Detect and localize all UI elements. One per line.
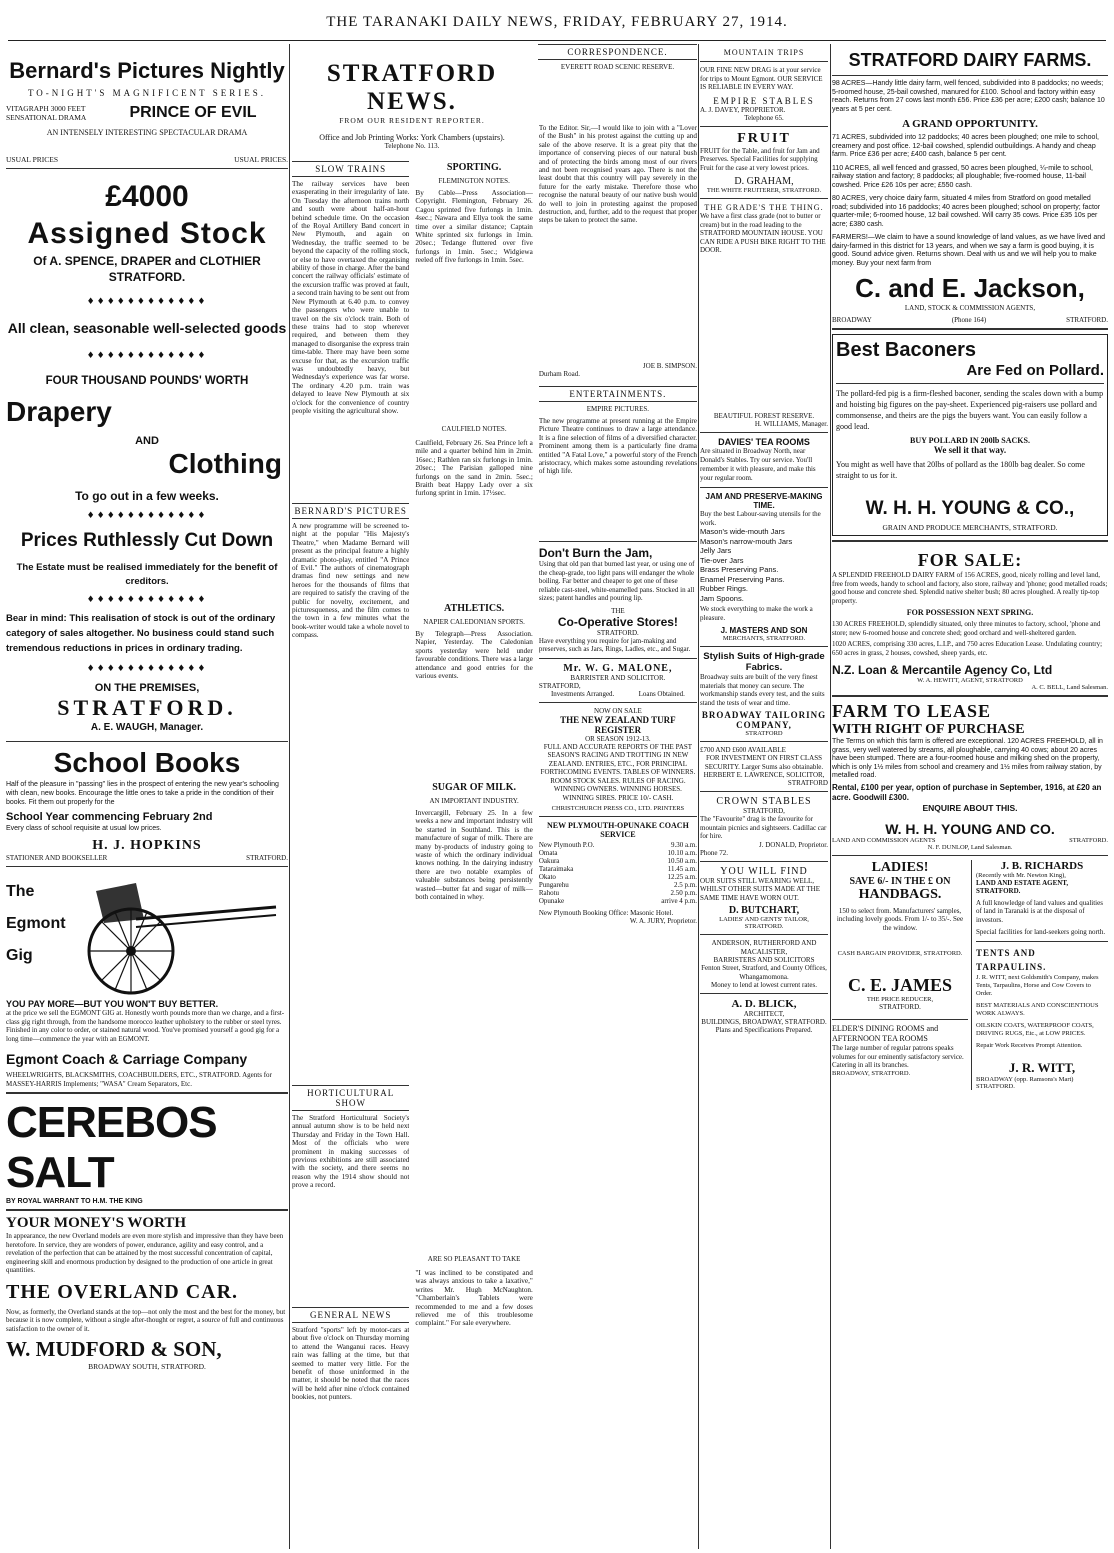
investment-text: FOR INVESTMENT ON FIRST CLASS SECURITY. Larger Sums also obtainable. [704, 754, 824, 771]
lease-town: STRATFORD. [1069, 836, 1108, 844]
coach-stop: Rahotu [538, 889, 560, 897]
preserve-head: JAM AND PRESERVE-MAKING TIME. [705, 492, 823, 510]
find-head: YOU WILL FIND [720, 865, 808, 877]
blick-address: BUILDINGS, BROADWAY, STRATFORD. [701, 1018, 827, 1026]
overland-text: In appearance, the new Overland models are even more stylish and impressive than they have been heretofore. In service, they are wonders of power, endurance, agility and easy control, and a revelation of the perfection that can be attained by the most successful concentration of capital, engineering skill and enormous production by designed to the production of one article in great quantities. [6, 1232, 284, 1274]
coach-stop: Pungarehu [538, 881, 569, 889]
coach-time: 11.45 a.m. [667, 865, 697, 873]
baconers-buy: BUY POLLARD IN 200lb SACKS. [910, 436, 1030, 445]
bernards-desc: AN INTENSELY INTERESTING SPECTACULAR DRAMA [46, 128, 248, 137]
pleasant-head: ARE SO PLEASANT TO TAKE [427, 1255, 521, 1263]
overland-car: THE OVERLAND CAR. [6, 1280, 239, 1303]
news-office: Office and Job Printing Works: York Chambers (upstairs). [319, 133, 505, 142]
hopkins-name: H. J. HOPKINS [92, 838, 202, 853]
investment-town: STRATFORD [787, 779, 828, 787]
table-row [539, 865, 697, 873]
gig-illustration [76, 871, 281, 999]
ladies-head: LADIES! [871, 859, 929, 875]
table-row [539, 857, 697, 865]
school-every: Every class of school requisite at usual low prices. [6, 825, 162, 832]
turf-season: OR SEASON 1912-13. [585, 734, 651, 743]
dairy-farm2: 71 ACRES, subdivided into 12 paddocks; 40 acres been ploughed; one mile to school, creamery and post office. 12-bail cowshed, splendid outbuildings. A handy and cheap farm. Price £36 per acre; £400 cash, balance 5 per cent. [832, 134, 1099, 158]
jam-text: Using that old pan that burned last year, or using one of the cheap-grade, too light pans will endanger the whole boiling. Far better and cheaper to get one of these reliable cast-steel, white-enamelled pans. Stocked in all sizes; patent handles and pouring lip. [538, 560, 695, 602]
coach-agent: W. A. JURY, Proprietor. [629, 917, 697, 925]
coach-time: 10.50 a.m. [667, 857, 697, 865]
sugar-head: SUGAR OF MILK. [432, 782, 517, 793]
bernards-advert [6, 44, 288, 164]
on-premises: ON THE PREMISES, [94, 682, 200, 694]
james-town: STRATFORD. [879, 1003, 921, 1011]
list-item: Jelly Jars [700, 546, 732, 555]
investment-amount: £700 AND £600 AVAILABLE [700, 746, 786, 754]
jackson-phone: (Phone 164) [951, 316, 987, 324]
baconers-might: You might as well have that 20lbs of pollard as the 180lb bag dealer. So come straight to us for it. [836, 460, 1085, 480]
flemington-head: FLEMINGTON NOTES. [438, 177, 510, 185]
list-item: Jam Spoons. [700, 593, 744, 603]
anderson-trade: BARRISTERS AND SOLICITORS [713, 956, 815, 964]
lease-text: The Terms on which this farm is offered are exceptional. 120 ACRES FREEHOLD, all in grass, very well watered by streams, all ploughable, carrying 40 cows; about 20 acres have been stumped. There are a four-roomed house and milking shed on the property, which is only 1½ miles from school and creamery and 1½ miles from railway station, by metalled road. [832, 738, 1103, 779]
column-1 [6, 44, 288, 1549]
go-out: To go out in a few weeks. [75, 489, 219, 503]
coach-stop: Okato [538, 873, 556, 881]
crown-town: STRATFORD, [743, 807, 785, 815]
co-op-stores: Co-Operative Stores! [557, 614, 678, 629]
coach-time: 12.25 a.m. [667, 873, 697, 881]
masters-trade: MERCHANTS, STRATFORD. [722, 635, 806, 642]
blick-trade: ARCHITECT, [743, 1010, 785, 1018]
horticultural-head: HORTICULTURAL SHOW [292, 1085, 409, 1111]
crown-head: CROWN STABLES [716, 796, 812, 807]
overland-text2: Now, as formerly, the Overland stands at the top—not only the most and the best for the money, but because it is now complete, without a single after-thought or regret, a source of full and continuous satisfaction to the owner of it. [6, 1307, 286, 1333]
column-2 [292, 44, 697, 1549]
cerebos-brand: CEREBOS SALT [6, 1098, 217, 1197]
richards-text: A full knowledge of land values and qualities of land in Taranaki is at the disposal of investors. [976, 898, 1103, 924]
entertainments-head: ENTERTAINMENTS. [539, 386, 697, 402]
spence-town: STRATFORD. [108, 270, 186, 284]
general-head: GENERAL NEWS [292, 1307, 409, 1323]
coach-time: 2.50 p.m. [670, 889, 697, 897]
spence-advert: £4000 Assigned Stock Of A. SPENCE, DRAPER and CLOTHIER STRATFORD. ♦♦♦♦♦♦♦♦♦♦♦♦ All clean, seasonable well-selected goods ♦♦♦♦♦♦♦♦♦♦♦♦ FOUR THOUSAND POUNDS' WORTH Drapery AND Clothing To go out in a few weeks. ♦♦♦♦♦♦♦♦♦♦♦♦ Prices Ruthlessly Cut Down The Estate must be realised immediately for the benefit of creditors. ♦♦♦♦♦♦♦♦♦♦♦♦ Bear in mind: This realisation of stock is out of the ordinary category of sales altogether. No business could stand such tremendous reductions in prices in ordinary trading. ♦♦♦♦♦♦♦♦♦♦♦♦ ON THE PREMISES, STRATFORD. A. E. WAUGH, Manager. [6, 180, 287, 733]
malone-title: BARRISTER AND SOLICITOR. [570, 673, 666, 682]
spence-amount: £4000 [105, 180, 189, 213]
table-row [539, 881, 697, 889]
mudford-name: W. MUDFORD & SON, [6, 1337, 222, 1361]
lease-trade: LAND AND COMMISSION AGENTS [832, 836, 936, 844]
napier-text: By Telegraph—Press Association. Napier, Yesterday. The Caledonian sports yesterday were held under favourable conditions. There was a large attendance and good entries for the various events. [415, 630, 533, 681]
jackson-town: STRATFORD. [1066, 316, 1108, 324]
witt-text: J. R. WITT, next Goldsmith's Company, makes Tents, Tarpaulins, Horse and Cow Covers to Order. [976, 973, 1099, 997]
feature-title: PRINCE OF EVIL [129, 104, 257, 121]
baconers-text: The pollard-fed pig is a firm-fleshed baconer, sending the scales down with a bump and hoisting big figures on the pay-sheet. Experienced pig-raisers use pollard and commonsense, and theirs are the pigs the buyers want. You can easily follow a good lead. [836, 389, 1104, 431]
crown-name: J. DONALD, Proprietor. [758, 840, 828, 849]
turf-printers: CHRISTCHURCH PRESS CO., LTD. PRINTERS [551, 805, 685, 812]
co-op-town: STRATFORD. [596, 628, 639, 637]
sporting-head: SPORTING. [446, 162, 502, 173]
egmont-gig: Gig [6, 947, 33, 964]
forsale-possession: FOR POSSESSION NEXT SPRING. [906, 608, 1034, 617]
prices-right: USUAL PRICES. [234, 155, 288, 164]
fruit-text: FRUIT for the Table, and fruit for Jam and Preserves. Special Facilities for supplying Fruit for the case at very lowest prices. [700, 146, 820, 172]
caulfield-head: CAULFIELD NOTES. [441, 425, 507, 433]
graham-trade: THE WHITE FRUITERER, STRATFORD. [706, 187, 822, 194]
bear-in-mind: Bear in mind: This realisation of stock is out of the ordinary category of sales altogether. No business could stand such tremendous reductions in prices in ordinary trading. [6, 613, 276, 654]
overland-worth: YOUR MONEY'S WORTH [6, 1215, 187, 1231]
loan-company: N.Z. Loan & Mercantile Agency Co, Ltd [832, 663, 1053, 677]
coach-stop: New Plymouth P.O. [538, 841, 595, 849]
grades-manager: H. WILLIAMS, Manager. [754, 420, 828, 428]
masthead: THE TARANAKI DAILY NEWS, FRIDAY, FEBRUARY 27, 1914. [326, 14, 788, 30]
column-3 [700, 44, 828, 1549]
malone-name: Mr. W. G. MALONE, [563, 662, 673, 674]
loan-agent: W. A. HEWITT, AGENT, STRATFORD [917, 677, 1023, 684]
correspondence-signed: JOE B. SIMPSON. [642, 362, 697, 370]
news-telephone: Telephone No. 113. [384, 142, 440, 150]
james-name: C. E. JAMES [847, 975, 952, 995]
coach-booking: New Plymouth Booking Office: Masonic Hotel. [538, 909, 674, 917]
spence-manager: A. E. WAUGH, Manager. [90, 722, 204, 733]
coach-time: 10.10 a.m. [667, 849, 697, 857]
handbags-text: 150 to select from. Manufacturers' samples, including lovely goods. From 1/- to 35/-. See the window. [836, 906, 964, 932]
coach-stop: Omata [538, 849, 558, 857]
correspondence-text: To the Editor. Sir,—I would like to join with a "Lover of the Bush" in his protest against the cutting up and sale of the above reserve. It is a great pity that the importance of conserving pieces of our natural bush and of protecting the birds among most of our rivers and not been recognised years ago. There is not the least doubt that this country will pay severely in the future for the early mistake. Therefore those who recognise the natural beauty of our native bush would do well to join in protesting against the proposed destruction, and, further, add to the request that proper steps be taken to protect the same. [538, 124, 697, 225]
dairy-farm1: 98 ACRES—Handy little dairy farm, well fenced, subdivided into 8 paddocks; no weeds; 5-roomed house, 25-bail cowshed, manured for £100. School and factory within easy reach. Returns from 27 cows last month £56. Price £36 per acre; £200 cash; balance 10 years at 5 per cent. [832, 80, 1105, 113]
prices-left: USUAL PRICES [6, 155, 59, 164]
list-item: Mason's narrow-mouth Jars [700, 536, 793, 546]
masters-name: J. MASTERS AND SON [720, 626, 808, 635]
egmont-word: Egmont [6, 915, 66, 932]
turf-text: FULL AND ACCURATE REPORTS OF THE PAST SEASON'S RACING AND TROTTING IN NEW ZEALAND. ENTRIES, ETC., FOR PRINCIPAL FORTHCOMING EVENTS. TABLES OF WINNERS. ROOM STOCK SALES. RULES OF RACING. WINNING OWNERS. WINNING HORSES. WINNING SIRES. PRICE 10/- CASH. [540, 742, 696, 802]
correspondence-head: CORRESPONDENCE. [538, 44, 697, 60]
mountain-head: MOUNTAIN TRIPS [723, 48, 805, 57]
napier-head: NAPIER CALEDONIAN SPORTS. [423, 618, 525, 626]
james-trade: THE PRICE REDUCER, [866, 996, 934, 1003]
turf-title: THE NEW ZEALAND TURF REGISTER [560, 714, 676, 735]
table-row [539, 849, 697, 857]
tailoring-text: Broadway suits are built of the very finest materials that money can secure. The workmanship stands every test, and the suits stand the tests of wear and time. [700, 673, 825, 707]
forsale-text3: 1020 ACRES, comprising 330 acres, L.I.P., and 750 acres Education Lease. Undulating country; 650 acres in grass, 2 houses, cowshed, sheep yards, etc. [832, 640, 1103, 657]
egmont-text: at the price we sell the EGMONT GIG at. Honestly worth pounds more than we charge, and a first-class gig right through, from the handsome morocco leather upholstery to the rubber or steel tyres. Finished in any color to order, or stained natural wood. You've promised yourself a good gig for a long time—commence the year with an EGMONT. [6, 1009, 285, 1043]
preserve-text: Buy the best Labour-saving utensils for the work. [700, 510, 821, 527]
graham-name: D. GRAHAM, [734, 176, 794, 187]
forsale-text2: 130 ACRES FREEHOLD, splendidly situated, only three minutes to factory, school, 'phone and store; new 6-roomed house and concrete shed; good orchard and well-sheltered garden. [832, 620, 1101, 637]
jackson-broadway: BROADWAY [832, 316, 872, 324]
four-thousand: FOUR THOUSAND POUNDS' WORTH [45, 375, 249, 387]
witt-head: TENTS AND TARPAULINS. [976, 947, 1047, 972]
elder-address: BROADWAY, STRATFORD. [832, 1069, 911, 1077]
coach-stop: Tataraimaka [538, 865, 574, 873]
egmont-pay: YOU PAY MORE—BUT YOU WON'T BUY BETTER. [6, 999, 219, 1009]
crown-phone: Phone 72. [700, 848, 728, 857]
witt-repair: Repair Work Receives Prompt Attention. [976, 1041, 1083, 1049]
handbags-head: HANDBAGS. [858, 886, 942, 902]
witt-best: BEST MATERIALS AND CONSCIENTIOUS WORK ALWAYS. [976, 1001, 1099, 1017]
mountain-drag: OUR FINE NEW DRAG is at your service for trips to Mount Egmont. OUR SERVICE IS RELIABLE IN EVERY WAY. [700, 66, 823, 91]
preserve-stock: We stock everything to make the work a pleasure. [700, 605, 813, 622]
correspondence-address: Durham Road. [538, 370, 581, 378]
dairy-opportunity: A GRAND OPPORTUNITY. [902, 118, 1038, 130]
vitagraph-text: VITAGRAPH 3000 FEET SENSATIONAL DRAMA [6, 104, 87, 122]
crown-text: The "Favourite" drag is the favourite for mountain picnics and sightseers. Cadillac car for hire. [700, 815, 827, 840]
malone-loans: Loans Obtained. [638, 689, 685, 698]
grades-text: We have a first class grade (not to butter or cream) but in the road leading to the STRATFORD MOUNTAIN HOUSE. YOU CAN RIDE A PUSH BIKE RIGHT TO THE DOOR. [700, 212, 826, 254]
clean-goods: All clean, seasonable well-selected goods [7, 320, 287, 336]
list-item: Rubber Rings. [700, 584, 748, 593]
table-row [539, 873, 697, 881]
lease-dunlop: N. F. DUNLOP, Land Salesman. [927, 843, 1013, 851]
spence-of: Of A. SPENCE, DRAPER and CLOTHIER [33, 254, 261, 268]
list-item: Mason's wide-mouth Jars [700, 527, 785, 536]
premises-town: STRATFORD. [57, 695, 237, 720]
horticultural-text: The Stratford Horticultural Society's annual autumn show is to be held next Thursday and Friday in the Town Hall. Most of the officials who were prominent in making successes of previous exhibitions are still associated with the society, and there seems no reason why the 1914 show should not prove a record. [292, 1114, 410, 1190]
coach-stop: Opunake [538, 897, 565, 905]
general-text: Stratford "sports" left by motor-cars at about five o'clock on Thursday morning to attend the Wanganui races. Heavy rain was falling at the time, but that seemed to matter very little. For the benefit of those uninformed in the matter, it should be noted that the races will be held after nine o'clock contained bookies, not punters. [292, 1326, 410, 1402]
column-4 [832, 44, 1108, 1549]
school-advert [6, 746, 288, 862]
list-item: Brass Preserving Pans. [700, 565, 779, 574]
table-row [539, 889, 697, 897]
lease-rental: Rental, £100 per year, option of purchase in September, 1916, at £20 an acre. Goodwill £300. [832, 782, 1102, 802]
clothing: Clothing [168, 448, 282, 479]
empire-stables: EMPIRE STABLES [713, 95, 815, 106]
school-text: Half of the pleasure in "passing" lies in the prospect of entering the new year's schooling with clean, new books. Encourage the little ones to take a pride in the condition of their books. Fit them out properly for the [6, 781, 279, 806]
dairy-farm4: 80 ACRES, very choice dairy farm, situated 4 miles from Stratford on good metalled road; subdivided into 16 paddocks; 40 acres been ploughed; school on property; factor quarter-mile; 6-roomed house, 12 bail cowshed. Will carry 35 cows. Price £35 10s per acre; £380 cash. [832, 195, 1101, 228]
witt-name: J. R. WITT, [1008, 1059, 1076, 1075]
slow-trains-text: The railway services have been exasperating in their irregularity of late. On Tuesday the afternoon trains north and south were about half-an-hour behind schedule time. On the occasion of the Royal Artillery Band concert in New Plymouth, and again on Wednesday, the traffic seemed to be beyond the capacity of the rolling stock, or else to have overtaxed the organising ability of those in charge. After the band concert the railway officials' estimate of the excursion traffic was proved at fault, a second train having to be sent out from New Plymouth at 6.40 p.m. to convey the passengers who were unable to travel on the six o'clock train. Both of these trains had to stop wherever required, and between them they managed to disorganise the express train time-table. There may have been some excuse for that, as the excursion traffic was undoubtedly heavy, but Wednesday's experience was far worse. The ordinary 4.20 p.m. train was delayed to leave New Plymouth at six o'clock for the convenience of country people visiting the agricultural show. [292, 180, 410, 415]
dairy-head: STRATFORD DAIRY FARMS. [848, 50, 1092, 70]
jackson-name: C. and E. Jackson, [855, 273, 1085, 303]
blick-plans: Plans and Specifications Prepared. [715, 1026, 813, 1034]
baconers-sell: We sell it that way. [933, 445, 1007, 455]
find-text: OUR SUITS STILL WEARING WELL, WHILST OTHER SUITS MADE AT THE SAME TIME HAVE WORN OUT. [700, 876, 820, 902]
handbags-save: SAVE 6/- IN THE £ ON [849, 875, 951, 887]
anderson-money: Money to lend at lowest current rates. [711, 981, 817, 989]
mountain-tel: Telephone 65. [744, 113, 784, 122]
news-title: STRATFORD NEWS. [326, 60, 498, 115]
overland-advert [6, 1215, 288, 1371]
witt-address: BROADWAY (opp. Ramsons's Mart) STRATFORD. [976, 1075, 1074, 1090]
egmont-trades: WHEELWRIGHTS, BLACKSMITHS, COACHBUILDERS, ETC., STRATFORD. Agents for MASSEY-HARRIS Implements; "WASA" Cream Separators, Etc. [6, 1071, 272, 1088]
empire-head: EMPIRE PICTURES. [586, 405, 650, 413]
sugar-text: Invercargill, February 25. In a few weeks a new and important industry will be started in Southland. This is the manufacture of sugar of milk. There are many by-products of industry going to waste of which the ordinary individual knows nothing. In the dairying industry there are two notable examples of valuable substances being persistently wasted—butter fat and sugar of milk—both contained in whey. [415, 809, 533, 902]
hopkins-town: STRATFORD. [246, 854, 288, 862]
lease-name: W. H. H. YOUNG AND CO. [885, 820, 1055, 837]
bernards-news-head: BERNARD'S PICTURES [292, 503, 409, 519]
pleasant-text: "I was inclined to be constipated and was always anxious to take a laxative," writes Mr. Hugh McNaughton. "Chamberlain's Tablets were recommended to me and a few doses relieved me of this troublesome complaint." For sale everywhere. [415, 1269, 533, 1328]
assigned-stock: Assigned Stock [27, 217, 267, 250]
forsale-head: FOR SALE: [917, 550, 1023, 570]
richards-facilities: Special facilities for land-seekers going north. [976, 928, 1106, 936]
caulfield-text: Caulfield, February 26. Sea Prince left a mile and a quarter behind him in 2min. 16sec.; Rathlen ran six furlongs in 1min. 20sec.; The Parisian galloped nine furlongs on the sand in 2min. 5sec.; Braith beat Happy Lady over a six furlong sprint in 1min. 17½sec. [415, 439, 533, 498]
anderson-name: ANDERSON, RUTHERFORD AND MACALISTER, [711, 939, 817, 956]
coach-time: 2.5 p.m. [674, 881, 697, 889]
jam-the: THE [611, 606, 625, 615]
flemington-text: By Cable—Press Association—Copyright. Flemington, February 26. Cagou sprinted five furlongs in 1min. 4sec.; Nawara and Ellya took the same time over a similar distance; Captain White sprinted six furlongs in 1min. 20sec.; Tedange fluttered over five furlongs in 1min. 5sec.; Widgiewa reeled off five furlongs in 1min. 5sec. [415, 189, 533, 265]
coach-time: arrive 4 p.m. [661, 897, 697, 905]
drapery: Drapery [6, 396, 112, 427]
coach-head: NEW PLYMOUTH-OPUNAKE COACH SERVICE [547, 821, 689, 839]
estate-text: The Estate must be realised immediately for the benefit of creditors. [16, 562, 278, 587]
elder-head: ELDER'S DINING ROOMS and AFTERNOON TEA ROOMS [832, 1024, 939, 1043]
lease-sub: WITH RIGHT OF PURCHASE [832, 722, 1025, 737]
list-item: Enamel Preserving Pans. [700, 574, 785, 584]
lease-enquire: ENQUIRE ABOUT THIS. [922, 802, 1018, 813]
egmont-company: Egmont Coach & Carriage Company [6, 1051, 248, 1067]
young-trade: GRAIN AND PRODUCE MERCHANTS, STRATFORD. [882, 523, 1058, 532]
elder-text: The large number of regular patrons speaks volumes for our eminently satisfactory service. Catering in all its branches. [832, 1044, 964, 1069]
egmont-advert [6, 871, 288, 1088]
loan-salesman: A. C. BELL, Land Salesman. [1031, 684, 1108, 691]
richards-trade: LAND AND ESTATE AGENT, STRATFORD. [976, 878, 1069, 895]
broadway-name: BROADWAY TAILORING COMPANY, [701, 710, 827, 730]
school-heading: School Books [53, 747, 241, 778]
dairy-farm3: 110 ACRES, all well fenced and grassed, 50 acres been ploughed, ¼-mile to school, railway station and factory; 8 paddocks; all ploughable; five-roomed house, 11-bail cowshed. Price £26 10s per acre; £550 cash. [832, 164, 1093, 189]
davies-text: Are situated in Broadway North, near Donald's Stables. Try our service. You'll remember it with pleasure, and make this your regular room. [700, 447, 816, 482]
forsale-text1: A SPLENDID FREEHOLD DAIRY FARM of 156 ACRES, good, nicely rolling and level land, free from weeds, handy to school and factory, also store, railway and 'phone; good metalled roads; good house and concrete shed. Splendid native shelter bush; 80 acres ploughed. A really tip-top property. [832, 571, 1108, 605]
richards-recent: (Recently with Mr. Newton King), [976, 871, 1066, 879]
table-row [539, 841, 697, 849]
baconers-head2: Are Fed on Pollard. [966, 362, 1104, 379]
co-op-text: Have everything you require for jam-making and preserves, such as Jars, Rings, Ladles, etc., and Sugar. [538, 636, 691, 653]
news-from: FROM OUR RESIDENT REPORTER. [339, 116, 485, 125]
dairy-farmers: FARMERS!—We claim to have a sound knowledge of land values, as we have lived and dairy-farmed in this district for 13 years, and when we say a farm is good buying, it is good. Sound advice given. Returns shown. Deal with us and we will help you to make money. Buy your next farm from [832, 234, 1106, 267]
column-divider [698, 44, 699, 1549]
anderson-text: Fenton Street, Stratford, and County Offices, Whangamomona. [701, 964, 827, 981]
butchart-name: D. BUTCHART, [728, 905, 800, 916]
bernards-news-text: A new programme will be screened to-night at the popular "His Majesty's Theatre," when Madame Bernard will present as the principal feature a highly dramatic photo-play, entitled "A Prince of Evil." The authors of cinematograph dramas find new settings and new heroes for the thousands of films that are required to satisfy the craving of the public for novelty, excitement, and picturesqueness, and the film comes to the town in a few minutes what the book-writer would take a whole novel to compass. [292, 522, 410, 640]
jackson-trade: LAND, STOCK & COMMISSION AGENTS, [904, 304, 1036, 312]
grades-beautiful: BEAUTIFUL FOREST RESERVE. [713, 412, 815, 420]
spence-and: AND [135, 435, 159, 447]
young-name: W. H. H. YOUNG & CO., [865, 498, 1075, 519]
preserve-list [700, 527, 828, 603]
correspondence-sub: EVERETT ROAD SCENIC RESERVE. [560, 63, 675, 71]
malone-investments: Investments Arranged. [550, 689, 615, 698]
coach-time: 9.30 a.m. [670, 841, 697, 849]
coach-timetable [539, 841, 697, 905]
slow-trains-head: SLOW TRAINS [292, 161, 409, 177]
turf-now: NOW ON SALE [594, 706, 642, 715]
davies-head: DAVIES' TEA ROOMS [718, 437, 810, 447]
broadway-town: STRATFORD [745, 730, 783, 737]
butchart-trade: LADIES' AND GENTS' TAILOR, STRATFORD. [719, 916, 809, 930]
hopkins-trade: STATIONER AND BOOKSELLER [6, 854, 108, 862]
bernards-heading: Bernard's Pictures Nightly [9, 58, 285, 83]
masthead-rule [8, 40, 1106, 41]
jam-head: Don't Burn the Jam, [538, 546, 653, 560]
cerebos-advert [6, 1098, 288, 1205]
investment-name: HERBERT E. LAWRENCE, SOLICITOR, [703, 771, 825, 779]
coach-stop: Oakura [538, 857, 560, 865]
cerebos-warrant: BY ROYAL WARRANT TO H.M. THE KING [6, 1198, 143, 1205]
lease-head: FARM TO LEASE [832, 701, 992, 721]
prices-cut: Prices Ruthlessly Cut Down [20, 530, 274, 551]
richards-name: J. B. RICHARDS [1000, 859, 1084, 872]
column-divider [830, 44, 831, 1549]
industry-head: AN IMPORTANT INDUSTRY. [429, 797, 519, 805]
mountain-davey: A. J. DAVEY, PROPRIETOR. [700, 105, 786, 114]
entertainments-text: The new programme at present running at the Empire Picture Theatre continues to draw a large attendance. It is a fine selection of films of a diversified character. Prominent among them is a particularly fine drama entitled "A Fatal Love," a powerful story of the French aristocracy, which makes some astounding revelations of high life. [538, 417, 697, 476]
malone-town: STRATFORD, [538, 681, 581, 690]
handbags-provider: CASH BARGAIN PROVIDER, STRATFORD. [837, 950, 963, 957]
baconers-head1: Best Baconers [836, 339, 977, 361]
grades-head: THE GRADE'S THE THING. [704, 203, 824, 212]
mudford-address: BROADWAY SOUTH, STRATFORD. [88, 1362, 206, 1371]
blick-name: A. D. BLICK, [731, 998, 797, 1010]
athletics-head: ATHLETICS. [444, 603, 505, 614]
fruit-head: FRUIT [737, 130, 791, 146]
witt-oilskin: OILSKIN COATS, WATERPROOF COATS, DRIVING RUGS, Etc., at LOW PRICES. [976, 1021, 1094, 1037]
column-divider [289, 44, 290, 1549]
egmont-the: The [6, 883, 35, 900]
school-year: School Year commencing February 2nd [6, 811, 213, 823]
tailoring-head: Stylish Suits of High-grade Fabrics. [703, 651, 825, 673]
table-row [539, 897, 697, 905]
list-item: Tie-over Jars [700, 555, 744, 565]
bernards-sub: TO-NIGHT'S MAGNIFICENT SERIES. [27, 88, 267, 98]
